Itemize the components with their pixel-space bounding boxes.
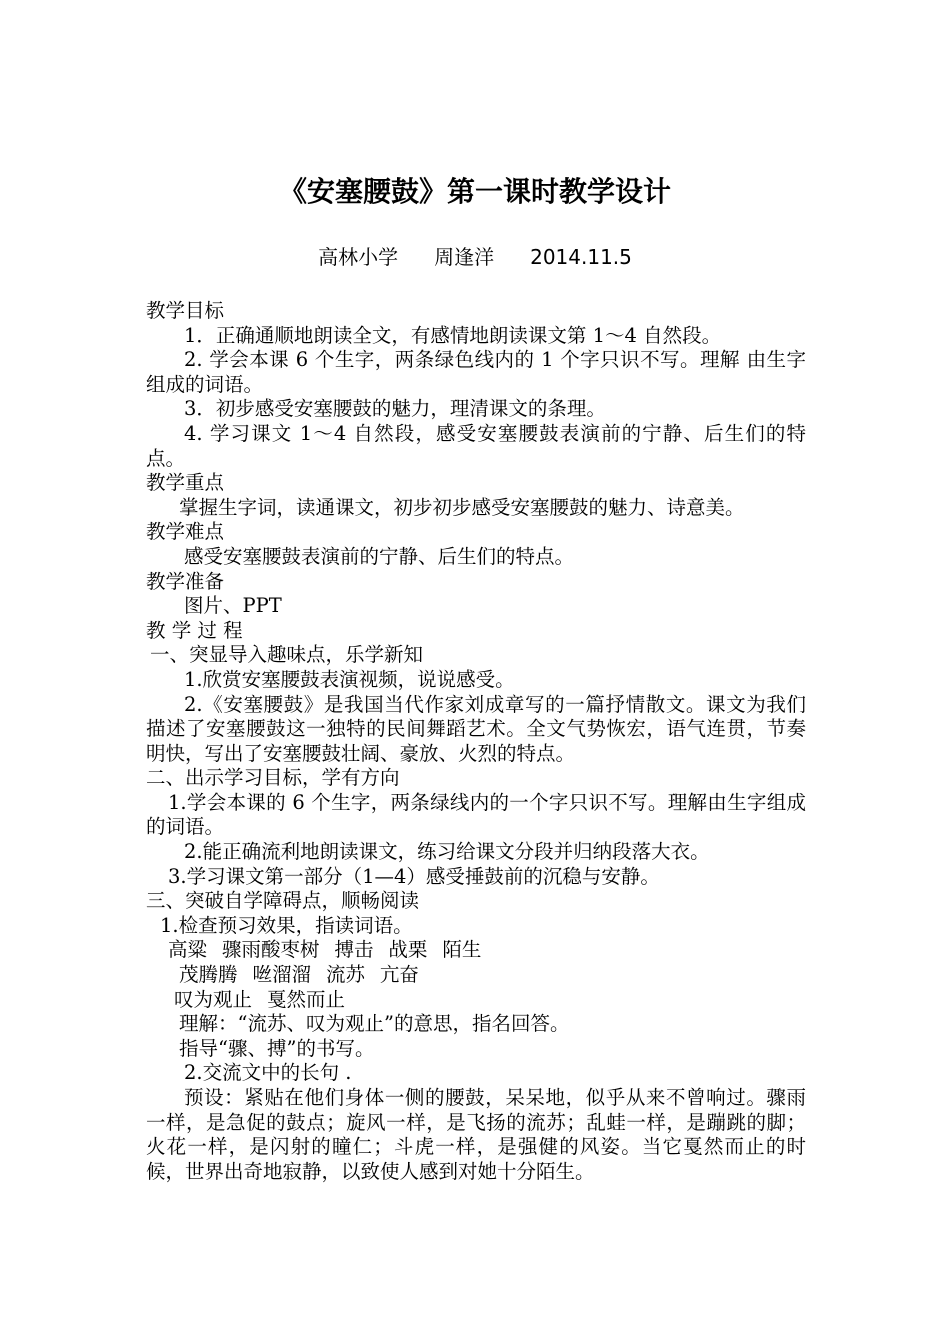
- author-name: 周逢洋: [434, 245, 495, 269]
- paragraph: 2.交流文中的长句 .: [184, 1061, 352, 1085]
- school-name: 高林小学: [318, 245, 399, 269]
- process-step-heading: 一、突显导入趣味点，乐学新知: [150, 643, 424, 667]
- paragraph: 2.能正确流利地朗读课文，练习给课文分段并归纳段落大衣。: [184, 840, 710, 864]
- vocabulary-line: 叹为观止 戛然而止: [174, 987, 345, 1011]
- document-title: 《安塞腰鼓》第一课时教学设计: [278, 175, 671, 208]
- section-heading-difficulties: 教学难点: [146, 520, 225, 544]
- section-heading-process: 教 学 过 程: [146, 618, 243, 642]
- objective-item: 3．初步感受安塞腰鼓的魅力，理清课文的条理。: [184, 397, 606, 421]
- document-body: [146, 299, 806, 1184]
- paragraph: 1.学会本课的 6 个生字，两条绿线内的一个字只识不写。理解由生字组成的词语。: [146, 790, 806, 839]
- vocabulary-line: 高粱 骤雨酸枣树 搏击 战栗 陌生: [168, 938, 482, 962]
- document-date: 2014.11.5: [530, 245, 632, 269]
- paragraph: 指导“骤、搏”的书写。: [179, 1036, 375, 1060]
- paragraph: 预设：紧贴在他们身体一侧的腰鼓，呆呆地，似乎从来不曾响过。骤雨一样，是急促的鼓点；旋风一样，是飞扬的流苏；乱蛙一样，是蹦跳的脚；火花一样，是闪射的瞳仁；斗虎一样，是强健的风姿。当它戛然而止的时候，世界出奇地寂静，以致使人感到对她十分陌生。: [146, 1086, 806, 1183]
- paragraph: 2.《安塞腰鼓》是我国当代作家刘成章写的一篇抒情散文。课文为我们描述了安塞腰鼓这一独特的民间舞蹈艺术。全文气势恢宏，语气连贯，节奏明快，写出了安塞腰鼓壮阔、豪放、火烈的特点。: [146, 692, 806, 765]
- process-step-heading: 三、突破自学障碍点，顺畅阅读: [146, 889, 420, 913]
- section-heading-key-points: 教学重点: [146, 471, 225, 495]
- vocabulary-line: 茂腾腾 咝溜溜 流苏 亢奋: [179, 963, 419, 987]
- section-heading-objectives: 教学目标: [146, 299, 225, 322]
- objective-item: 4. 学习课文 1～4 自然段，感受安塞腰鼓表演前的宁静、后生们的特点。: [146, 421, 806, 470]
- document-byline: [0, 242, 950, 272]
- objective-item: 2. 学会本课 6 个生字，两条绿色线内的 1 个字只识不写。理解 由生字组成的词语。: [146, 348, 806, 396]
- paragraph: 理解：“流苏、叹为观止”的意思，指名回答。: [179, 1012, 570, 1036]
- process-step-heading: 二、出示学习目标，学有方向: [146, 766, 400, 790]
- paragraph: 1.检查预习效果，指读词语。: [160, 913, 413, 937]
- section-heading-preparation: 教学准备: [146, 569, 225, 593]
- paragraph: 1.欣赏安塞腰鼓表演视频，说说感受。: [184, 667, 515, 691]
- paragraph: 图片、PPT: [184, 594, 282, 618]
- paragraph: 3.学习课文第一部分（1—4）感受捶鼓前的沉稳与安静。: [168, 864, 660, 888]
- paragraph: 感受安塞腰鼓表演前的宁静、后生们的特点。: [184, 544, 575, 568]
- paragraph: 掌握生字词，读通课文，初步初步感受安塞腰鼓的魅力、诗意美。: [179, 495, 745, 519]
- objective-item: 1．正确通顺地朗读全文，有感情地朗读课文第 1～4 自然段。: [184, 323, 722, 347]
